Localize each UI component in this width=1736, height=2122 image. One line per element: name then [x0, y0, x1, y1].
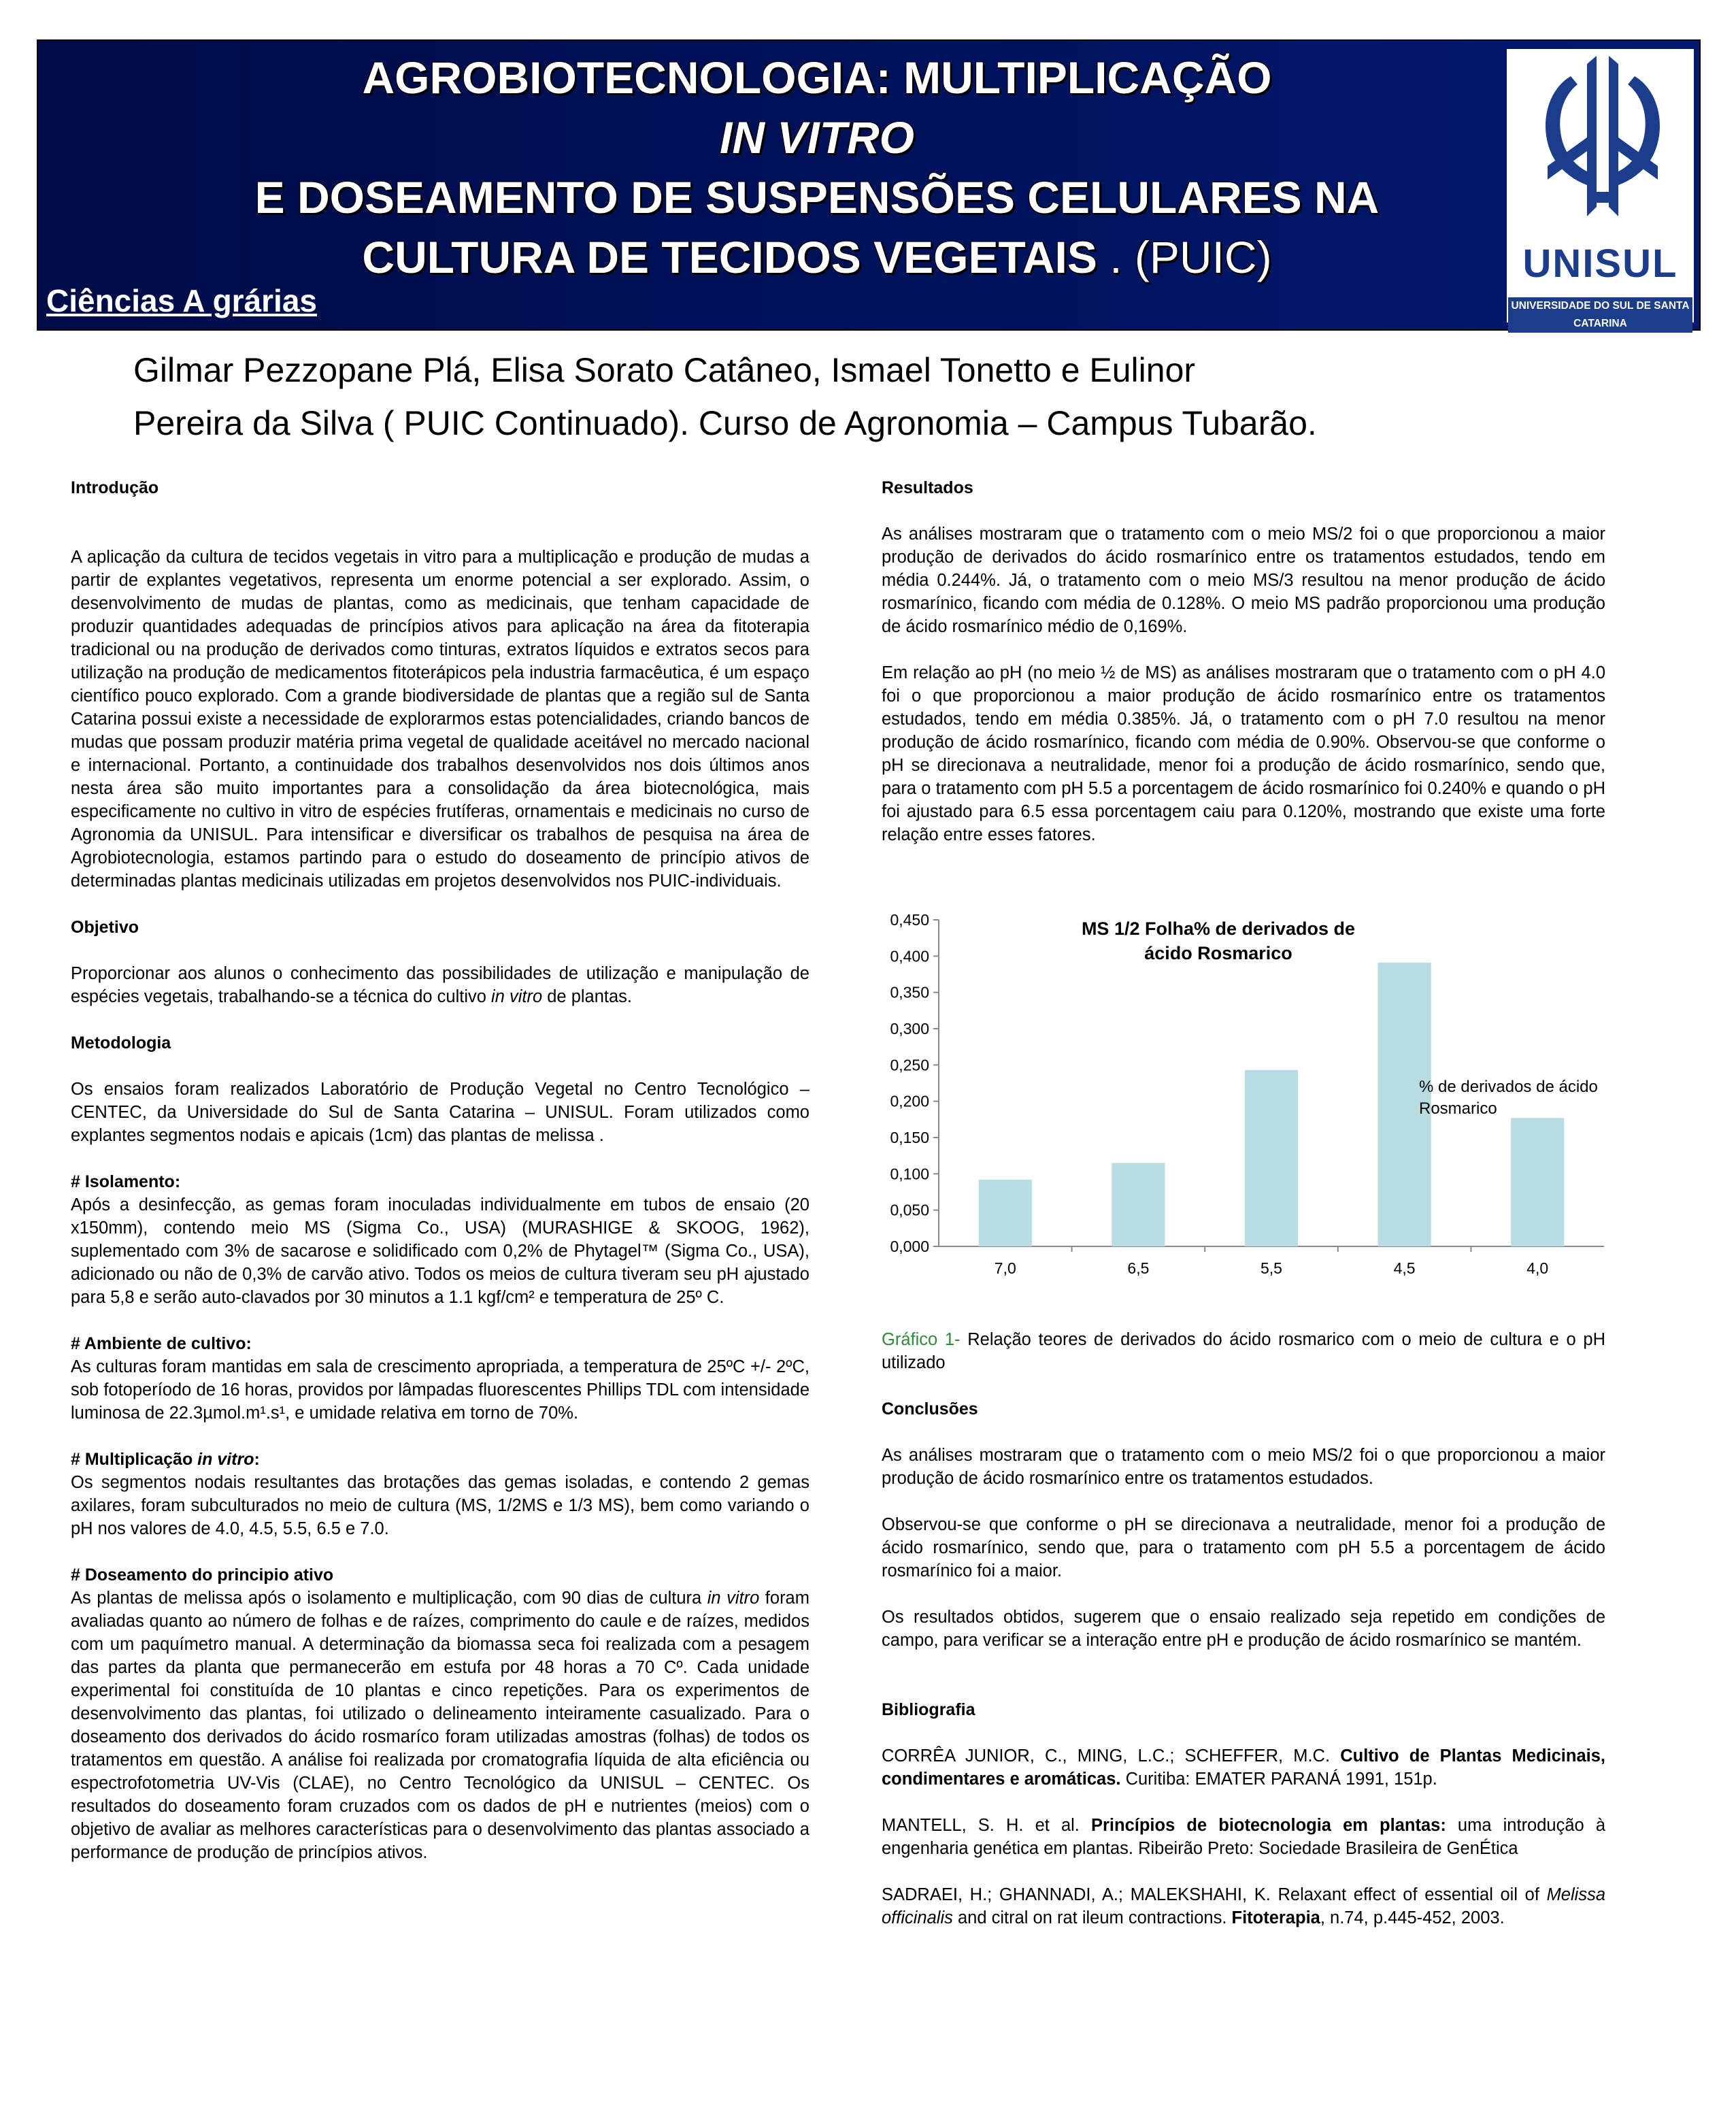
bib1-authors: CORRÊA JUNIOR, C., MING, L.C.; SCHEFFER, M.C.: [882, 1746, 1341, 1765]
y-tick-label: 0,300: [890, 1020, 929, 1038]
logo-subtitle: UNIVERSIDADE DO SUL DE SANTA CATARINA: [1508, 297, 1692, 333]
right-column: [882, 476, 1605, 1929]
bib3-species: Melissa officinalis: [882, 1885, 1605, 1927]
left-column: [71, 476, 809, 1864]
conclusions-text-1: As análises mostraram que o tratamento com o meio MS/2 foi o que proporcionou a maior produção de ácido rosmarínico entre os tratamentos estudados.: [882, 1446, 1605, 1488]
bibliography-entry-3: [882, 1883, 1605, 1929]
authors-block: [133, 344, 1630, 450]
bib2-publisher: uma introdução à engenharia genética em plantas. Ribeirão Preto: Sociedade Brasileira de GenÉtica: [882, 1816, 1606, 1858]
bib2-authors: MANTELL, S. H. et al.: [882, 1816, 1091, 1835]
conclusions-text-2: Observou-se que conforme o pH se direcionava a neutralidade, menor foi a produção de ácido rosmarínico, sendo que, para o tratamento com pH 5.5 a porcentagem de ácido rosmarínico foi a maior.: [882, 1515, 1605, 1580]
chart-bar: [1112, 1163, 1165, 1246]
chart-bar: [1245, 1070, 1298, 1246]
y-tick-label: 0,150: [890, 1129, 929, 1146]
bib2-title: Princípios de biotecnologia em plantas:: [1091, 1816, 1446, 1835]
caption-text: Relação teores de derivados do ácido rosmarico com o meio de cultura e o pH utilizado: [882, 1330, 1605, 1372]
multiplication-heading: [71, 1448, 809, 1471]
multiplication-text: Os segmentos nodais resultantes das brotações das gemas isoladas, e contendo 2 gemas axilares, foram subculturados no meio de cultura (MS, 1/2MS e 1/3 MS), bem como variando o pH nos valores de 4.0, 4.5, 5.5, 6.5 e 7.0.: [71, 1473, 809, 1538]
y-tick-label: 0,200: [890, 1092, 929, 1110]
objective-text: [71, 962, 809, 1008]
x-tick-label: 6,5: [1127, 1259, 1150, 1277]
y-tick-label: 0,100: [890, 1165, 929, 1183]
multiplication-heading-b: :: [254, 1450, 260, 1469]
results-text-1: As análises mostraram que o tratamento com o meio MS/2 foi o que proporcionou a maior produção de derivados do ácido rosmarínico entre os tratamentos estudados, tendo em média 0.244%. Já, o tratamento com o meio MS/3 resultou na menor produção de ácido rosmarínico, ficando com média de 0.128%. O meio MS padrão proporcionou uma produção de ácido rosmarínico médio de 0,169%.: [882, 525, 1605, 636]
dosage-text-a: As plantas de melissa após o isolamento e multiplicação, com 90 dias de cultura: [71, 1589, 707, 1608]
title-line-4-rest: . (PUIC): [1097, 232, 1272, 282]
unisul-logo: [1507, 49, 1694, 329]
dosage-text-b: foram avaliadas quanto ao número de folhas e de raízes, comprimento do caule e de raízes, medidos com um paquímetro manual. A determinação da biomassa seca foi realizada com a pesagem das partes da planta que permanecerão em estufa por 48 horas a 70 Cº. Cada unidade experimental foi constituída de 10 plantas e cinco repetições. Para os experimentos de desenvolvimento das plantas, foi utilizado o delineamento inteiramente casualizado. Para o doseamento dos derivados do ácido rosmaríco foram utilizadas amostras (folhas) de todos os tratamentos em questão. A análise foi realizada por cromatografia líquida de alta eficiência ou espectrofotometria UV-Vis (CLAE), no Centro Tecnológico da UNISUL – CENTEC. Os resultados do doseamento foram cruzados com os dados de pH e nutrientes (meios) com o objetivo de avaliar as melhores características para o desenvolvimento das plantas associado a performance de produção de princípios ativos.: [71, 1589, 809, 1862]
results-text-2: Em relação ao pH (no meio ½ de MS) as análises mostraram que o tratamento com o pH 4.0 foi o que proporcionou a maior produção de ácido rosmarínico entre os tratamentos estudados, tendo em média 0.385%. Já, o tratamento com o pH 7.0 resultou na menor produção de ácido rosmarínico, ficando com média de 0.90%. Observou-se que conforme o pH se direcionava a neutralidade, menor foi a produção de ácido rosmarínico, sendo que, para o tratamento com pH 5.5 a porcentagem de ácido rosmarínico foi 0.240% e quando o pH foi ajustado para 6.5 essa porcentagem caiu para 0.120%, mostrando que existe uma forte relação entre esses fatores.: [882, 663, 1605, 844]
authors-line-2: Pereira da Silva ( PUIC Continuado). Curso de Agronomia – Campus Tubarão.: [133, 404, 1317, 442]
chart-title: MS 1/2 Folha% de derivados de ácido Rosmarico: [1081, 918, 1356, 963]
x-tick-label: 7,0: [994, 1259, 1016, 1277]
bibliography-entry-2: [882, 1814, 1605, 1860]
intro-heading: Introdução: [71, 478, 159, 497]
area-label: Ciências A grárias: [46, 283, 318, 318]
objective-text-b: de plantas.: [542, 987, 633, 1006]
methodology-heading: Metodologia: [71, 1033, 171, 1052]
title-line-4-bold: CULTURA DE TECIDOS VEGETAIS: [362, 232, 1097, 282]
dosage-text-italic: in vitro: [707, 1589, 760, 1608]
results-heading: Resultados: [882, 478, 973, 497]
bib1-publisher: Curitiba: EMATER PARANÁ 1991, 151p.: [1120, 1770, 1437, 1789]
y-tick-label: 0,250: [890, 1056, 929, 1074]
poster-header: [37, 39, 1701, 331]
results-chart: [882, 913, 1607, 1314]
dosage-text: [71, 1587, 809, 1864]
bib3-journal: Fitoterapia: [1231, 1908, 1320, 1927]
isolation-text: Após a desinfecção, as gemas foram inoculadas individualmente em tubos de ensaio (20 x150mm), contendo meio MS (Sigma Co., USA) (MURASHIGE & SKOOG, 1962), suplementado com 3% de sacarose e solidificado com 0,2% de Phytagel™ (Sigma Co., USA), adicionado ou não de 0,3% de carvão ativo. Todos os meios de cultura tiveram seu pH ajustado para 5,8 e serão auto-clavados por 30 minutos a 1.1 kgf/cm² e temperatura de 25º C.: [71, 1195, 809, 1307]
conclusions-heading: Conclusões: [882, 1399, 978, 1419]
bib3-pages: , n.74, p.445-452, 2003.: [1320, 1908, 1505, 1927]
logo-wordmark: UNISUL: [1522, 242, 1678, 286]
chart-legend: % de derivados de ácido Rosmarico: [1419, 1078, 1598, 1118]
bib1-title: Cultivo de Plantas Medicinais, condimentares e aromáticas.: [882, 1746, 1606, 1789]
environment-heading: # Ambiente de cultivo:: [71, 1334, 252, 1353]
title-line-1: AGROBIOTECNOLOGIA: MULTIPLICAÇÃO: [362, 52, 1272, 103]
x-tick-label: 4,5: [1393, 1259, 1416, 1277]
conclusions-text-3: Os resultados obtidos, sugerem que o ensaio realizado seja repetido em condições de campo, para verificar se a interação entre pH e produção de ácido rosmarínico se mantém.: [882, 1608, 1605, 1650]
bib3-title: and citral on rat ileum contractions.: [952, 1908, 1232, 1927]
methodology-text: Os ensaios foram realizados Laboratório de Produção Vegetal no Centro Tecnológico – CENTEC, da Universidade do Sul de Santa Catarina – UNISUL. Foram utilizados como explantes segmentos nodais e apicais (1cm) das plantas de melissa .: [71, 1080, 809, 1145]
dosage-heading: # Doseamento do principio ativo: [71, 1565, 334, 1585]
chart-bar: [1511, 1118, 1564, 1246]
x-tick-label: 5,5: [1261, 1259, 1282, 1277]
bibliography-heading: Bibliografia: [882, 1700, 975, 1719]
bibliography-entry-1: [882, 1744, 1605, 1791]
bib3-authors: SADRAEI, H.; GHANNADI, A.; MALEKSHAHI, K. Relaxant effect of essential oil of: [882, 1885, 1547, 1904]
x-tick-label: 4,0: [1526, 1259, 1549, 1277]
environment-text: As culturas foram mantidas em sala de crescimento apropriada, a temperatura de 25ºC +/- 2ºC, sob fotoperíodo de 16 horas, providos por lâmpadas fluorescentes Phillips TDL com intensidade luminosa de 22.3µmol.m¹.s¹, e umidade relativa em torno de 70%.: [71, 1357, 809, 1423]
caption-label: Gráfico 1-: [882, 1330, 961, 1349]
title-line-2: IN VITRO: [719, 112, 914, 163]
y-tick-label: 0,450: [890, 913, 929, 929]
objective-text-italic: in vitro: [491, 987, 543, 1006]
y-tick-label: 0,350: [890, 983, 929, 1001]
title-line-3: E DOSEAMENTO DE SUSPENSÕES CELULARES NA: [254, 172, 1380, 222]
y-tick-label: 0,050: [890, 1201, 929, 1219]
authors-line-1: Gilmar Pezzopane Plá, Elisa Sorato Catâneo, Ismael Tonetto e Eulinor: [133, 351, 1196, 389]
objective-heading: Objetivo: [71, 918, 139, 937]
multiplication-heading-italic: in vitro: [197, 1450, 254, 1469]
figure-caption: [882, 1328, 1605, 1374]
y-tick-label: 0,400: [890, 947, 929, 965]
title-line-4: [174, 227, 1460, 287]
multiplication-heading-a: # Multiplicação: [71, 1450, 198, 1469]
objective-text-a: Proporcionar aos alunos o conhecimento das possibilidades de utilização e manipulação de espécies vegetais, trabalhando-se a técnica do cultivo: [71, 964, 809, 1006]
isolation-heading: # Isolamento:: [71, 1172, 181, 1191]
y-tick-label: 0,000: [890, 1238, 929, 1255]
chart-bar: [979, 1180, 1032, 1246]
intro-text: A aplicação da cultura de tecidos vegetais in vitro para a multiplicação e produção de mudas a partir de explantes vegetativos, representa um enorme potencial a ser explorado. Assim, o desenvolvimento de mudas de plantas, como as medicinais, que tenham capacidade de produzir quantidades adequadas de princípios ativos para aplicação na área da fitoterapia tradicional ou na produção de derivados como tinturas, extratos líquidos e extratos secos para utilização na produção de medicamentos fitoterápicos pela industria farmacêutica, é um espaço científico pouco explorado. Com a grande biodiversidade de plantas que a região sul de Santa Catarina possui existe a necessidade de explorarmos estas potencialidades, criando bancos de mudas que possam produzir matéria prima vegetal de qualidade aceitável no mercado nacional e internacional. Portanto, a continuidade dos trabalhos desenvolvidos nos dois últimos anos nesta área são muito importantes para a consolidação da área biotecnológica, mais especificamente no cultivo in vitro de espécies frutíferas, ornamentais e medicinais no curso de Agronomia da UNISUL. Para intensificar e diversificar os trabalhos de pesquisa na área de Agrobiotecnologia, estamos partindo para o estudo do doseamento de princípio ativos de determinadas plantas medicinais utilizadas em projetos desenvolvidos nos PUIC-individuais.: [71, 548, 809, 891]
poster-title: [174, 48, 1460, 287]
